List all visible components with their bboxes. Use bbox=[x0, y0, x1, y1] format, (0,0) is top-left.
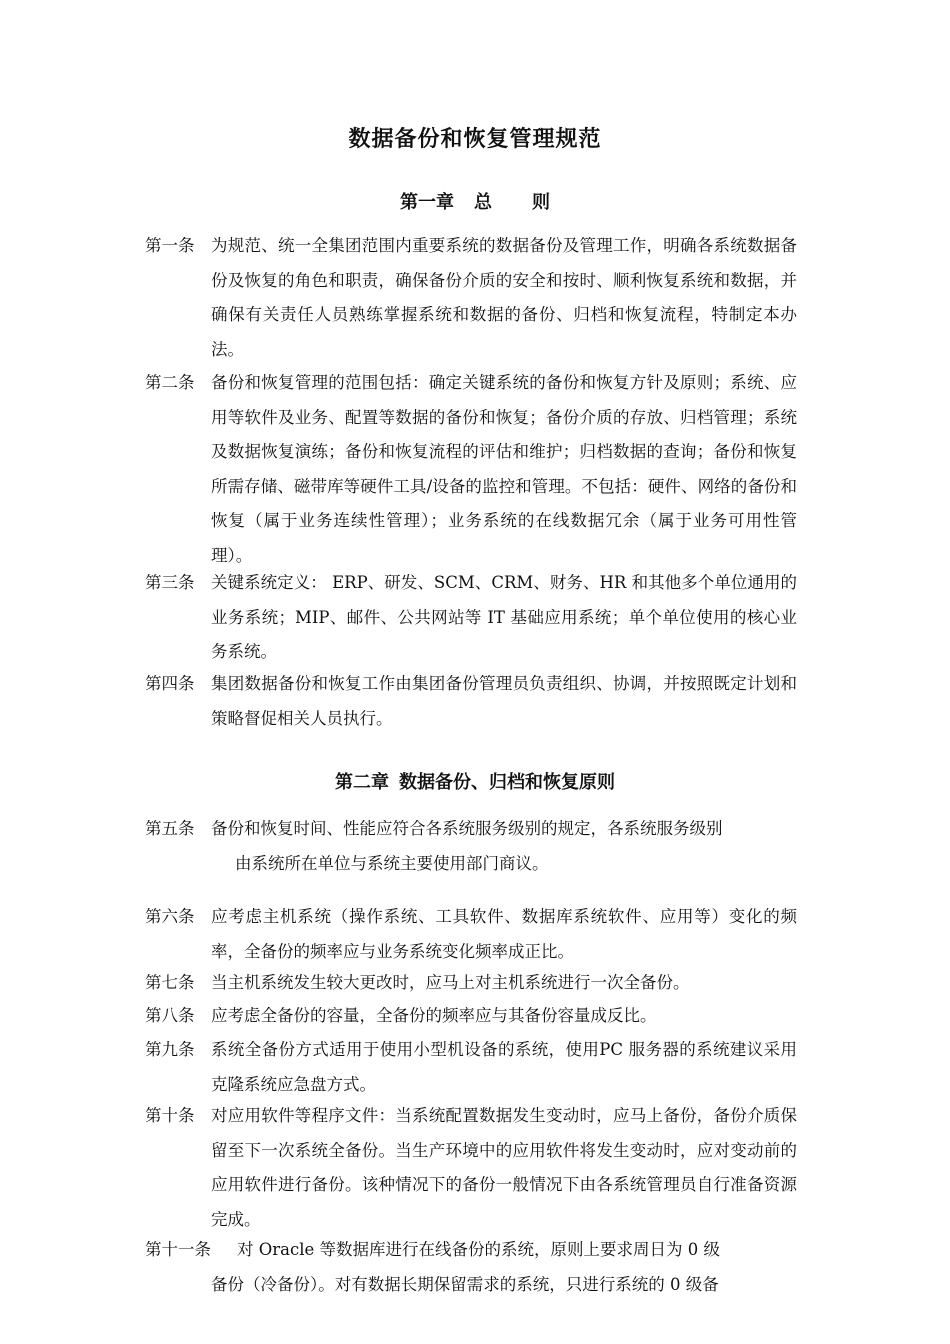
article-text-continued: 由系统所在单位与系统主要使用部门商议。 bbox=[235, 853, 549, 873]
article-number: 第二条 bbox=[145, 373, 195, 392]
article-text: 集团数据备份和恢复工作由集团备份管理员负责组织、协调，并按照既定计划和策略督促相关人员执行。 bbox=[211, 674, 797, 728]
article-number: 第四条 bbox=[145, 674, 195, 693]
article-number: 第八条 bbox=[145, 1006, 195, 1025]
article-7 bbox=[145, 966, 797, 1001]
article-3 bbox=[145, 566, 797, 670]
article-10 bbox=[145, 1099, 797, 1237]
article-number: 第一条 bbox=[145, 236, 195, 255]
article-text: 为规范、统一全集团范围内重要系统的数据备份及管理工作，明确各系统数据备份及恢复的角色和职责，确保备份介质的安全和按时、顺利恢复系统和数据，并确保有关责任人员熟练掌握系统和数据的备份、归档和恢复流程，特制定本办法。 bbox=[211, 236, 797, 359]
chapter-1-heading bbox=[0, 188, 950, 214]
chapter-label: 第二章 bbox=[335, 772, 389, 793]
article-8 bbox=[145, 999, 797, 1034]
article-number: 第九条 bbox=[145, 1040, 195, 1059]
article-text: 对应用软件等程序文件：当系统配置数据发生变动时，应马上备份，备份介质保留至下一次系统全备份。当生产环境中的应用软件将发生变动时，应对变动前的应用软件进行备份。该种情况下的备份一般情况下由各系统管理员自行准备资源完成。 bbox=[211, 1106, 797, 1229]
article-4 bbox=[145, 667, 797, 736]
document-title: 数据备份和恢复管理规范 bbox=[348, 127, 602, 152]
article-text: 备份和恢复时间、性能应符合各系统服务级别的规定，各系统服务级别 bbox=[211, 819, 723, 838]
article-2 bbox=[145, 366, 797, 573]
article-5 bbox=[145, 812, 797, 881]
article-number: 第七条 bbox=[145, 973, 195, 992]
article-text: 应考虑全备份的容量，全备份的频率应与其备份容量成反比。 bbox=[211, 1006, 657, 1025]
article-number: 第十条 bbox=[145, 1106, 195, 1125]
article-text: 应考虑主机系统（操作系统、工具软件、数据库系统软件、应用等）变化的频率，全备份的频率应与业务系统变化频率成正比。 bbox=[211, 907, 797, 961]
chapter-name: 数据备份、归档和恢复原则 bbox=[399, 772, 615, 793]
article-text: 当主机系统发生较大更改时，应马上对主机系统进行一次全备份。 bbox=[211, 973, 690, 992]
article-11 bbox=[145, 1233, 797, 1302]
article-9 bbox=[145, 1033, 797, 1102]
article-number: 第十一条 bbox=[145, 1240, 211, 1259]
article-text-continued: 备份（冷备份）。对有数据长期保留需求的系统，只进行系统的 0 级备 bbox=[211, 1274, 719, 1294]
article-text: 关键系统定义： ERP、研发、SCM、CRM、财务、HR 和其他多个单位通用的业务系统；MIP、邮件、公共网站等 IT 基础应用系统；单个单位使用的核心业务系统。 bbox=[211, 573, 797, 661]
article-text: 对 Oracle 等数据库进行在线备份的系统，原则上要求周日为 0 级 bbox=[237, 1240, 721, 1259]
article-6 bbox=[145, 900, 797, 969]
chapter-name-part1: 总 bbox=[474, 192, 492, 213]
article-1 bbox=[145, 229, 797, 367]
article-number: 第五条 bbox=[145, 819, 195, 838]
article-text: 系统全备份方式适用于使用小型机设备的系统，使用PC 服务器的系统建议采用克隆系统应急盘方式。 bbox=[211, 1040, 797, 1094]
article-number: 第六条 bbox=[145, 907, 195, 926]
chapter-2-heading bbox=[0, 768, 950, 794]
article-text: 备份和恢复管理的范围包括：确定关键系统的备份和恢复方针及原则；系统、应用等软件及业务、配置等数据的备份和恢复；备份介质的存放、归档管理；系统及数据恢复演练；备份和恢复流程的评估和维护；归档数据的查询；备份和恢复所需存储、磁带库等硬件工具/设备的监控和管理。不包括：硬件、网络的备份和恢复（属于业务连续性管理）；业务系统的在线数据冗余（属于业务可用性管理）。 bbox=[211, 373, 797, 565]
article-number: 第三条 bbox=[145, 573, 195, 592]
chapter-label: 第一章 bbox=[400, 192, 454, 213]
chapter-name-part2: 则 bbox=[532, 192, 550, 213]
